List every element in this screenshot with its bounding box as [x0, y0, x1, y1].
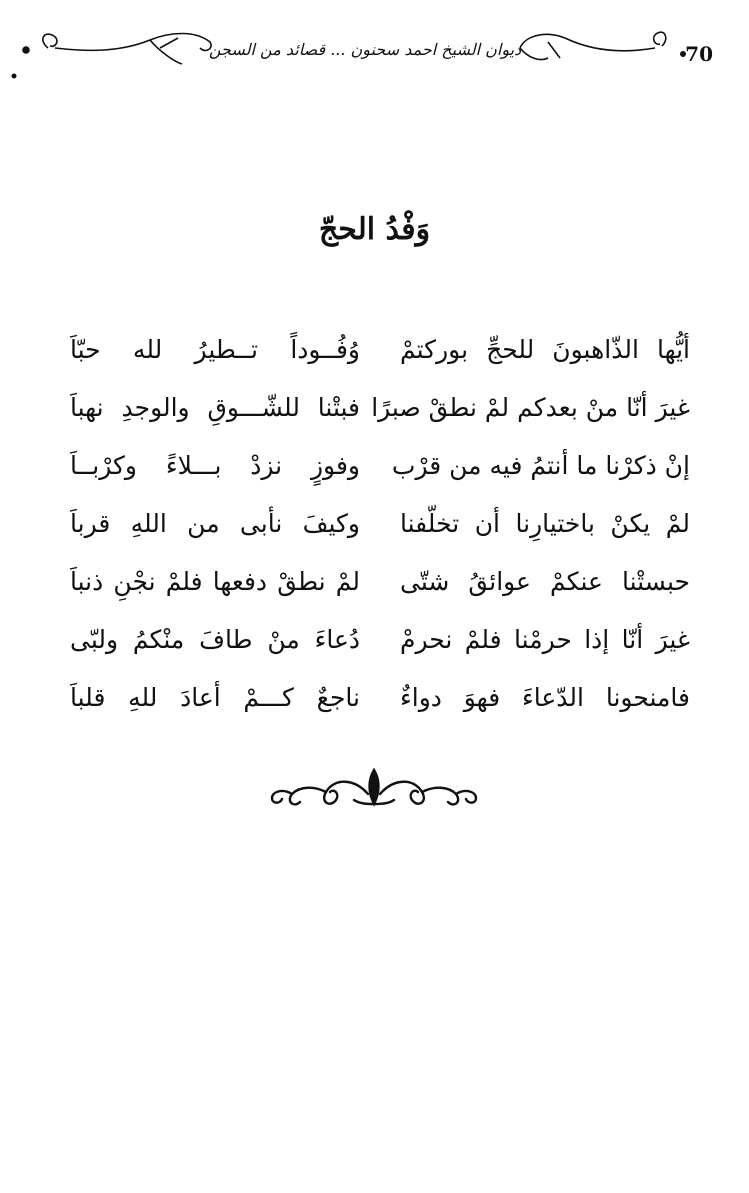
page-number: 70: [685, 42, 713, 66]
verse-first-hemistich: إنْ ذكرْنا ما أنتمُ فيه من قرْب: [391, 450, 690, 480]
verse-first-hemistich: فامنحونا الدّعاءَ فهوَ دواءٌ: [400, 682, 690, 712]
verse-first-hemistich: أيُّها الذّاهبونَ للحجِّ بوركتمْ: [400, 334, 690, 364]
verse-second-hemistich: دُعاءَ منْ طافَ منْكمُ ولبّى: [70, 624, 360, 654]
verse: [70, 668, 690, 726]
verse: [70, 494, 690, 552]
verse-second-hemistich: وفوزٍ نزدْ بـــلاءً وكرْبــاَ: [70, 450, 360, 480]
verse-second-hemistich: وُفُــوداً تــطيرُ لله حبّاَ: [70, 334, 360, 364]
verse-second-hemistich: وكيفَ نأبى من اللهِ قرباَ: [70, 508, 360, 538]
page-header: [0, 18, 749, 92]
verse: [70, 320, 690, 378]
verse: [70, 436, 690, 494]
poem-body: [70, 320, 690, 726]
verse-first-hemistich: غيرَ أنّا إذا حرمْنا فلمْ نحرمْ: [400, 624, 690, 654]
fleuron-ornament-icon: [264, 764, 484, 814]
verse-second-hemistich: ناجعٌ كـــمْ أعادَ للهِ قلباَ: [70, 682, 360, 712]
verse-first-hemistich: غيرَ أنّا منْ بعدكم لمْ نطقْ صبرًا: [371, 392, 690, 422]
verse-second-hemistich: لمْ نطقْ دفعها فلمْ نجْنِ ذنباَ: [70, 566, 360, 596]
verse: [70, 552, 690, 610]
poem-title: وَفْدُ الحجّ: [318, 212, 431, 247]
verse: [70, 378, 690, 436]
running-title: ديوان الشيخ احمد سحنون ... قصائد من السجن: [208, 40, 522, 59]
verse: [70, 610, 690, 668]
verse-first-hemistich: حبستْنا عنكمْ عوائقُ شتّى: [400, 566, 690, 596]
verse-second-hemistich: فبتْنا للشّـــوقِ والوجدِ نهباَ: [70, 392, 360, 422]
verse-first-hemistich: لمْ يكنْ باختيارِنا أن تخلّفنا: [400, 508, 690, 538]
